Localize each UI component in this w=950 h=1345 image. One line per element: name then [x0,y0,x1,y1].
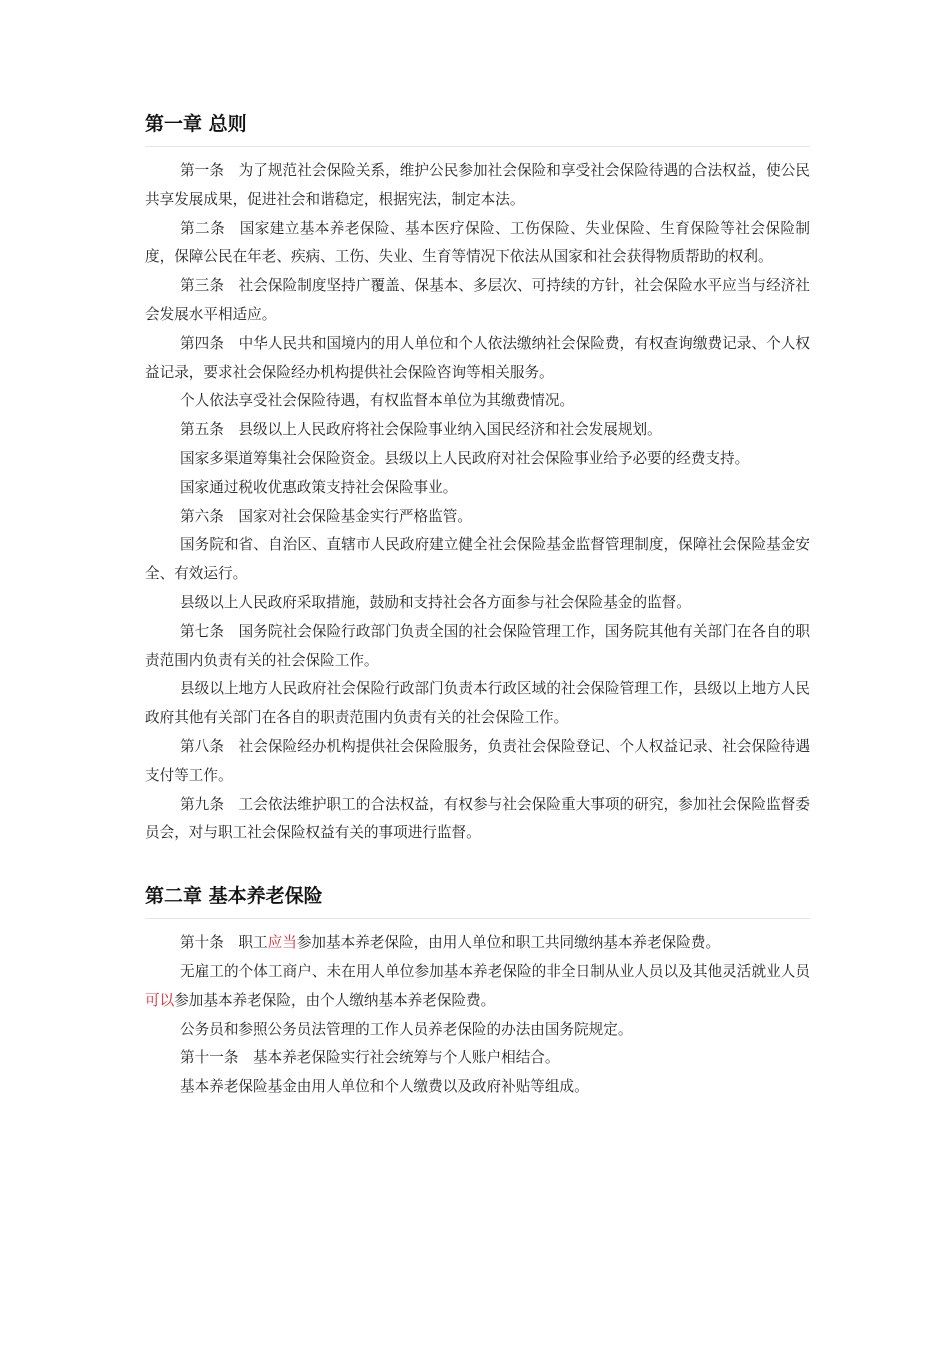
article-number: 第八条 [180,737,224,755]
article-1 [145,157,810,215]
article-5-clause-2: 国家多渠道筹集社会保险资金。县级以上人民政府对社会保险事业给予必要的经费支持。 [180,449,750,467]
article-text: 社会保险经办机构提供社会保险服务，负责社会保险登记、个人权益记录、社会保险待遇支付等工作。 [145,737,810,784]
article-text: 社会保险制度坚持广覆盖、保基本、多层次、可持续的方针，社会保险水平应当与经济社会发展水平相适应。 [145,277,810,323]
article-number: 第十条 [180,934,224,952]
article-text: 国家对社会保险基金实行严格监管。 [238,507,472,525]
article-text: 基本养老保险实行社会统筹与个人账户相结合。 [253,1049,560,1067]
chapter-2-title: 第二章 基本养老保险 [145,884,810,919]
article-11-clause-2: 基本养老保险基金由用人单位和个人缴费以及政府补贴等组成。 [180,1078,589,1096]
article-text: 工会依法维护职工的合法权益，有权参与社会保险重大事项的研究，参加社会保险监督委员会，对与职工社会保险权益有关的事项进行监督。 [145,795,810,842]
highlighted-term: 可以 [145,991,175,1009]
article-6 [145,503,810,532]
article-number: 第二条 [180,219,226,237]
article-7 [145,618,810,676]
article-text: 国家建立基本养老保险、基本医疗保险、工伤保险、失业保险、生育保险等社会保险制度，保障公民在年老、疾病、工伤、失业、生育等情况下依法从国家和社会获得物质帮助的权利。 [145,219,810,266]
article-6-clause-3: 县级以上人民政府采取措施，鼓励和支持社会各方面参与社会保险基金的监督。 [180,593,691,611]
article-4 [145,330,810,388]
article-10 [145,929,810,958]
article-number: 第一条 [180,162,224,179]
article-text: 中华人民共和国境内的用人单位和个人依法缴纳社会保险费，有权查询缴费记录、个人权益记录，要求社会保险经办机构提供社会保险咨询等相关服务。 [145,334,810,381]
article-4-clause: 个人依法享受社会保险待遇，有权监督本单位为其缴费情况。 [180,392,575,410]
article-number: 第七条 [180,622,224,640]
document-page [145,112,810,1102]
article-5-clause-3: 国家通过税收优惠政策支持社会保险事业。 [180,478,458,496]
article-5 [145,416,810,445]
chapter-2-body [145,929,810,1102]
article-number: 第六条 [180,507,224,525]
chapter-1-body [145,157,810,848]
article-text: 为了规范社会保险关系，维护公民参加社会保险和享受社会保险待遇的合法权益，使公民共享发展成果，促进社会和谐稳定，根据宪法，制定本法。 [145,162,810,208]
article-8 [145,733,810,791]
article-text-before: 无雇工的个体工商户、未在用人单位参加基本养老保险的非全日制从业人员以及其他灵活就业人员 [180,962,810,980]
article-7-clause-2: 县级以上地方人民政府社会保险行政部门负责本行政区域的社会保险管理工作，县级以上地方人民政府其他有关部门在各自的职责范围内负责有关的社会保险工作。 [145,680,810,727]
article-number: 第十一条 [180,1049,239,1067]
article-text: 国务院社会保险行政部门负责全国的社会保险管理工作，国务院其他有关部门在各自的职责范围内负责有关的社会保险工作。 [145,622,810,669]
article-number: 第四条 [180,334,224,352]
article-text-after: 参加基本养老保险，由个人缴纳基本养老保险费。 [174,991,496,1009]
article-text: 县级以上人民政府将社会保险事业纳入国民经济和社会发展规划。 [238,421,662,439]
article-number: 第九条 [180,795,224,813]
article-number: 第三条 [180,277,224,295]
article-number: 第五条 [180,421,224,439]
article-3 [145,272,810,330]
article-11 [145,1044,810,1073]
article-10-clause-3: 公务员和参照公务员法管理的工作人员养老保险的办法由国务院规定。 [180,1020,633,1038]
highlighted-term: 应当 [267,934,297,952]
article-text-before: 职工 [238,934,268,952]
article-text-after: 参加基本养老保险，由用人单位和职工共同缴纳基本养老保险费。 [296,934,721,952]
article-9 [145,791,810,849]
article-2 [145,215,810,273]
article-10-clause-2 [145,958,810,1016]
chapter-1-title: 第一章 总则 [145,112,810,147]
article-6-clause-2: 国务院和省、自治区、直辖市人民政府建立健全社会保险基金监督管理制度，保障社会保险基金安全、有效运行。 [145,536,810,583]
